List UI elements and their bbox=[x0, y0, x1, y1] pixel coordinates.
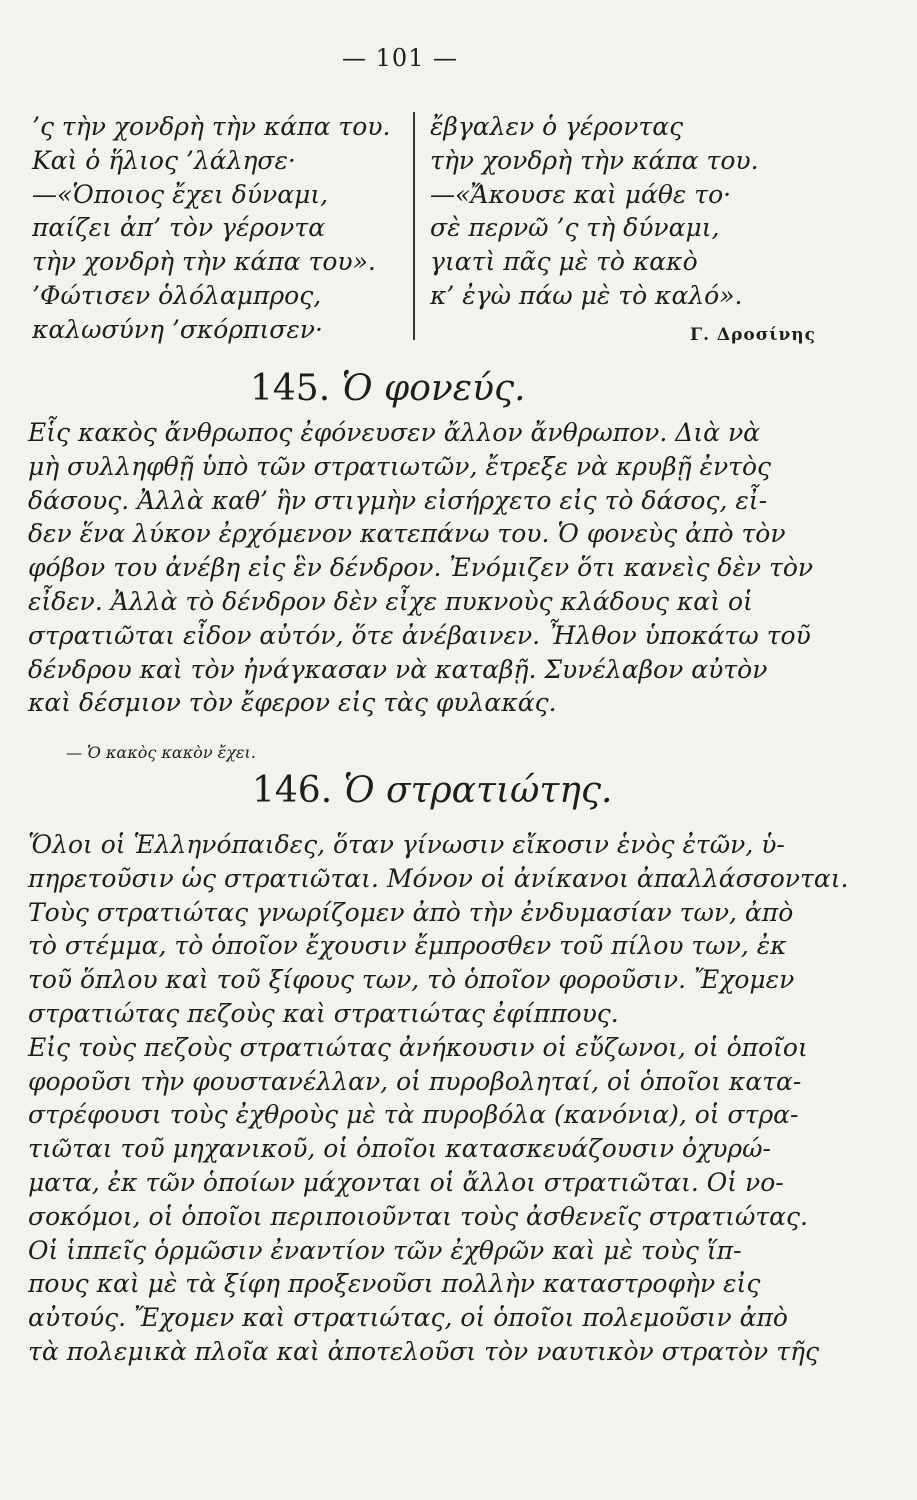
text-line: εἶδεν. Ἀλλὰ τὸ δένδρον δὲν εἶχε πυκνοὺς κλάδους καὶ οἱ bbox=[28, 586, 753, 616]
poem-line: —«Ἄκουσε καὶ μάθε το· bbox=[430, 179, 732, 209]
column-divider bbox=[413, 112, 415, 340]
section-title: Ὁ φονεύς. bbox=[341, 368, 526, 409]
section-145-heading bbox=[250, 368, 526, 409]
poem-right-column bbox=[430, 110, 850, 313]
section-146-heading bbox=[252, 770, 612, 811]
text-line: τοῦ ὅπλου καὶ τοῦ ξίφους των, τὸ ὁποῖον φοροῦσιν. Ἔχομεν bbox=[28, 965, 795, 995]
text-line: φοροῦσι τὴν φουστανέλλαν, οἱ πυροβοληταί, οἱ ὁποῖοι κατα- bbox=[28, 1066, 802, 1096]
text-line: καὶ δέσμιον τὸν ἔφερον εἰς τὰς φυλακάς. bbox=[28, 688, 557, 718]
poem-line: τὴν χονδρὴ τὴν κάπα του». bbox=[32, 247, 376, 277]
poem-line: παίζει ἀπ’ τὸν γέροντα bbox=[32, 213, 326, 243]
text-line: τὰ πολεμικὰ πλοῖα καὶ ἀποτελοῦσι τὸν ναυτικὸν στρατὸν τῆς bbox=[28, 1336, 820, 1366]
poem-line: —«Ὁποιος ἔχει δύναμι, bbox=[32, 179, 329, 209]
text-line: πηρετοῦσιν ὡς στρατιῶται. Μόνον οἱ ἀνίκανοι ἀπαλλάσσονται. bbox=[28, 863, 849, 893]
text-line: τιῶται τοῦ μηχανικοῦ, οἱ ὁποῖοι κατασκευάζουσιν ὀχυρώ- bbox=[28, 1134, 771, 1164]
poem-line: ἔβγαλεν ὁ γέροντας bbox=[430, 112, 684, 141]
poem-line: ’Φώτισεν ὁλόλαμπρος, bbox=[32, 280, 322, 310]
text-line: πους καὶ μὲ τὰ ξίφη προξενοῦσι πολλὴν καταστροφὴν εἰς bbox=[28, 1269, 761, 1299]
text-line: δεν ἕνα λύκον ἐρχόμενον κατεπάνω του. Ὁ φονεὺς ἀπὸ τὸν bbox=[28, 519, 786, 549]
poem-line: κ’ ἐγὼ πάω μὲ τὸ καλό». bbox=[430, 280, 743, 310]
text-line: φόβον του ἀνέβη εἰς ἓν δένδρον. Ἐνόμιζεν ὅτι κανεὶς δὲν τὸν bbox=[28, 553, 814, 583]
text-line: δάσους. Ἀλλὰ καθ’ ἣν στιγμὴν εἰσήρχετο εἰς τὸ δάσος, εἶ- bbox=[28, 485, 768, 515]
poem-line: γιατὶ πᾶς μὲ τὸ κακὸ bbox=[430, 247, 698, 277]
text-line: στρατιῶται εἶδον αὐτόν, ὅτε ἀνέβαινεν. Ἦλθον ὑποκάτω τοῦ bbox=[28, 620, 811, 650]
text-line: Ὅλοι οἱ Ἑλληνόπαιδες, ὅταν γίνωσιν εἴκοσιν ἑνὸς ἐτῶν, ὑ- bbox=[28, 830, 785, 859]
text-line: σοκόμοι, οἱ ὁποῖοι περιποιοῦνται τοὺς ἀσθενεῖς στρατιώτας. bbox=[28, 1201, 808, 1231]
text-line: ματα, ἐκ τῶν ὁποίων μάχονται οἱ ἄλλοι στρατιῶται. Οἱ νο- bbox=[28, 1167, 784, 1197]
page-number: — 101 — bbox=[341, 44, 459, 72]
section-number: 145. bbox=[250, 368, 331, 409]
text-line: δένδρου καὶ τὸν ἠνάγκασαν νὰ καταβῇ. Συνέλαβον αὐτὸν bbox=[28, 654, 768, 684]
text-line: στρατιώτας πεζοὺς καὶ στρατιώτας ἐφίππους. bbox=[28, 998, 619, 1028]
text-line: Εἰς τοὺς πεζοὺς στρατιώτας ἀνήκουσιν οἱ εὔζωνοι, οἱ ὁποῖοι bbox=[28, 1032, 808, 1062]
poem-line: ’ς τὴν χονδρὴ τὴν κάπα του. bbox=[32, 112, 391, 141]
poem-line: καλωσύνη ’σκόρπισεν· bbox=[32, 314, 323, 344]
section-145-text bbox=[28, 416, 858, 720]
text-line: στρέφουσι τοὺς ἐχθροὺς μὲ τὰ πυροβόλα (κανόνια), οἱ στρα- bbox=[28, 1100, 799, 1130]
text-line: Τοὺς στρατιώτας γνωρίζομεν ἀπὸ τὴν ἐνδυμασίαν των, ἀπὸ bbox=[28, 897, 794, 927]
proverb: — Ὁ κακὸς κακὸν ἔχει. bbox=[66, 743, 256, 762]
section-number: 146. bbox=[252, 770, 333, 811]
section-146-text bbox=[28, 828, 858, 1369]
poem-left-column bbox=[32, 110, 404, 347]
section-title: Ὁ στρατιώτης. bbox=[343, 770, 613, 811]
text-line: Οἱ ἱππεῖς ὁρμῶσιν ἐναντίον τῶν ἐχθρῶν καὶ μὲ τοὺς ἵπ- bbox=[28, 1235, 742, 1265]
text-line: μὴ συλληφθῇ ὑπὸ τῶν στρατιωτῶν, ἔτρεξε νὰ κρυβῇ ἐντὸς bbox=[28, 451, 772, 481]
text-line: Εἷς κακὸς ἄνθρωπος ἐφόνευσεν ἄλλον ἄνθρωπον. Διὰ νὰ bbox=[28, 418, 761, 447]
text-line: αὐτούς. Ἔχομεν καὶ στρατιώτας, οἱ ὁποῖοι πολεμοῦσιν ἀπὸ bbox=[28, 1303, 788, 1333]
poem-line: Καὶ ὁ ἥλιος ’λάλησε· bbox=[32, 145, 296, 175]
poem-author: Γ. Δροσίνης bbox=[690, 325, 817, 345]
poem-line: τὴν χονδρὴ τὴν κάπα του. bbox=[430, 145, 759, 175]
poem-line: σὲ περνῶ ’ς τὴ δύναμι, bbox=[430, 213, 720, 243]
text-line: τὸ στέμμα, τὸ ὁποῖον ἔχουσιν ἔμπροσθεν τοῦ πίλου των, ἐκ bbox=[28, 931, 787, 961]
